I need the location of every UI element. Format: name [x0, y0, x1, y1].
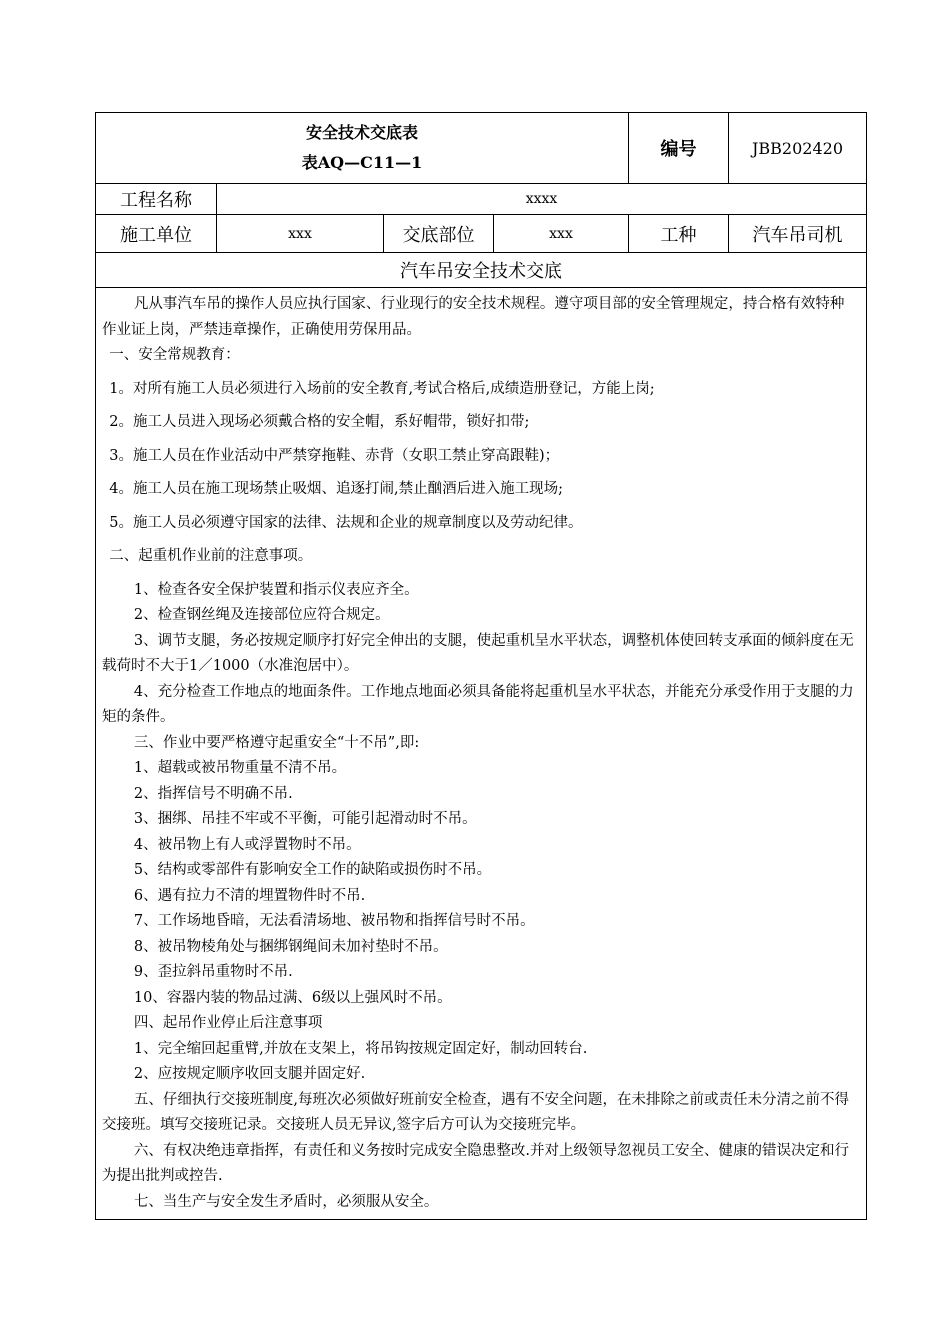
list-item: 2、应按规定顺序收回支腿并固定好. — [133, 1066, 366, 1082]
list-item: 5、结构或零部件有影响安全工作的缺陷或损伤时不吊。 — [133, 862, 492, 878]
intro-paragraph: 凡从事汽车吊的操作人员应执行国家、行业现行的安全技术规程。遵守项目部的安全管理规定，持合格有效特种作业证上岗，严禁违章操作，正确使用劳保用品。 — [102, 296, 845, 338]
list-item: 9、歪拉斜吊重物时不吊. — [133, 964, 293, 980]
number-label: 编号 — [629, 113, 729, 184]
list-item: 7、工作场地昏暗，无法看清场地、被吊物和指挥信号时不吊。 — [133, 913, 535, 929]
s3-title: 三、作业中要严格遵守起重安全“十不吊”,即: — [133, 734, 420, 751]
list-item: 8、被吊物棱角处与捆绑钢绳间未加衬垫时不吊。 — [133, 938, 448, 955]
list-item: 4。施工人员在施工现场禁止吸烟、追逐打闹,禁止酗酒后进入施工现场; — [109, 481, 563, 497]
number-value: JBB202420 — [729, 113, 867, 184]
title-cell — [96, 113, 629, 184]
list-item: 1、超载或被吊物重量不清不吊。 — [133, 760, 347, 776]
briefing-body — [96, 288, 867, 1220]
list-item: 4、充分检查工作地点的地面条件。工作地点地面必须具备能将起重机呈水平状态，并能充分承受作用于支腿的力矩的条件。 — [102, 683, 854, 725]
project-value: xxxx — [217, 184, 867, 215]
list-item: 4、被吊物上有人或浮置物时不吊。 — [133, 836, 361, 853]
list-item: 2。施工人员进入现场必须戴合格的安全帽，系好帽带，锁好扣带; — [109, 414, 530, 430]
list-item: 1、检查各安全保护装置和指示仪表应齐全。 — [133, 581, 419, 598]
unit-value: xxx — [217, 215, 384, 253]
trade-label: 工种 — [629, 215, 729, 253]
s2-title: 二、起重机作业前的注意事项。 — [109, 548, 313, 564]
list-item: 10、容器内装的物品过满、6级以上强风时不吊。 — [133, 989, 452, 1006]
list-item: 2、检查钢丝绳及连接部位应符合规定。 — [133, 607, 390, 623]
unit-label: 施工单位 — [96, 215, 217, 253]
part-label: 交底部位 — [384, 215, 494, 253]
s4-title: 四、起吊作业停止后注意事项 — [133, 1015, 323, 1031]
trade-value: 汽车吊司机 — [729, 215, 867, 253]
form-title: 安全技术交底表 — [305, 123, 418, 142]
list-item: 2、指挥信号不明确不吊. — [133, 785, 293, 802]
list-item: 1、完全缩回起重臂,并放在支架上，将吊钩按规定固定好，制动回转台. — [133, 1040, 588, 1057]
form-code: 表AQ—C11—1 — [301, 153, 423, 172]
list-item: 5。施工人员必须遵守国家的法律、法规和企业的规章制度以及劳动纪律。 — [109, 514, 583, 531]
list-item: 3、捆绑、吊挂不牢或不平衡，可能引起滑动时不吊。 — [133, 811, 477, 827]
list-item: 6、遇有拉力不清的埋置物件时不吊. — [133, 887, 366, 904]
list-item: 3。施工人员在作业活动中严禁穿拖鞋、赤背（女职工禁止穿高跟鞋)； — [109, 447, 560, 464]
s5-paragraph: 五、仔细执行交接班制度,每班次必须做好班前安全检查，遇有不安全问题，在未排除之前或责任未分清之前不得交接班。填写交接班记录。交接班人员无异议,签字后方可认为交接班完毕。 — [102, 1091, 849, 1133]
list-item: 3、调节支腿，务必按规定顺序打好完全伸出的支腿，使起重机呈水平状态，调整机体使回转支承面的倾斜度在无载荷时不大于1／1000（水准泡居中）。 — [102, 632, 854, 674]
section-title: 汽车吊安全技术交底 — [96, 253, 867, 288]
s1-title: 一、安全常规教育： — [109, 347, 240, 363]
safety-briefing-form — [95, 112, 867, 1220]
project-label: 工程名称 — [96, 184, 217, 215]
list-item: 1。对所有施工人员必须进行入场前的安全教育,考试合格后,成绩造册登记，方能上岗; — [109, 380, 655, 397]
s6-paragraph: 六、有权决绝违章指挥，有责任和义务按时完成安全隐患整改.并对上级领导忽视员工安全、健康的错误决定和行为提出批判或控告. — [102, 1142, 849, 1184]
s7-paragraph: 七、当生产与安全发生矛盾时，必须服从安全。 — [133, 1193, 439, 1210]
part-value: xxx — [494, 215, 629, 253]
